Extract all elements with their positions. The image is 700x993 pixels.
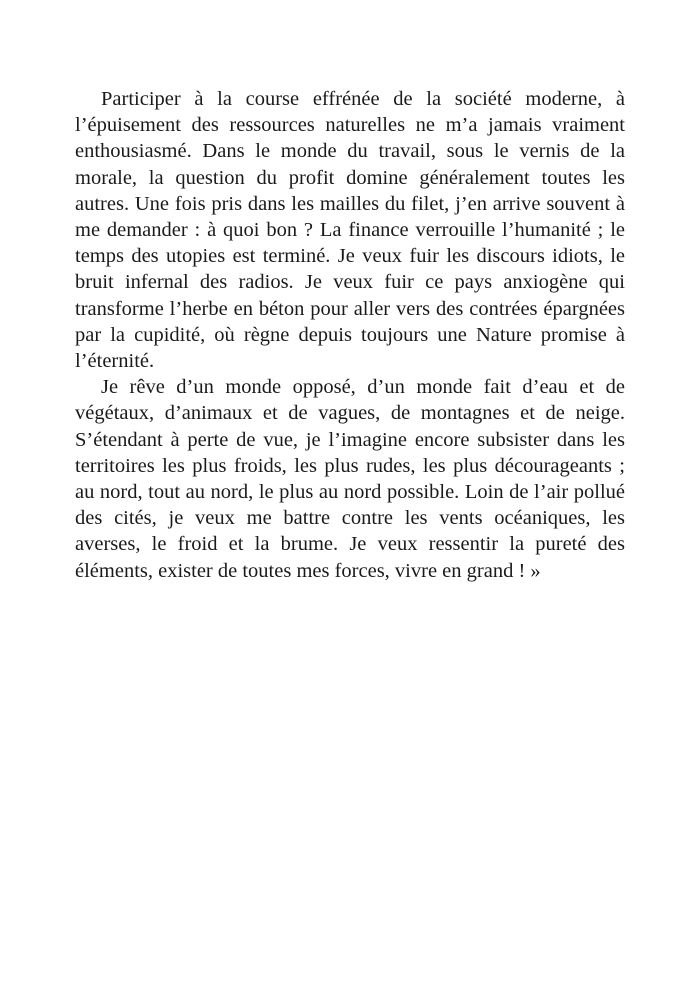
body-text: [75, 86, 625, 584]
paragraph-2: Je rêve d’un monde opposé, d’un monde fait d’eau et de végétaux, d’animaux et de vagues, de montagnes et de neige. S’étendant à perte de vue, je l’imagine encore subsister dans les territoires les plus froids, les plus rudes, les plus décourageants ; au nord, tout au nord, le plus au nord possible. Loin de l’air pollué des cités, je veux me battre contre les vents océaniques, les averses, le froid et la brume. Je veux ressentir la pureté des éléments, exister de toutes mes forces, vivre en grand ! »: [75, 376, 625, 582]
paragraph-1: Participer à la course effrénée de la société moderne, à l’épuisement des ressources naturelles ne m’a jamais vraiment enthousiasmé. Dans le monde du travail, sous le vernis de la morale, la question du profit domine généralement toutes les autres. Une fois pris dans les mailles du filet, j’en arrive souvent à me demander : à quoi bon ? La finance verrouille l’humanité ; le temps des utopies est terminé. Je veux fuir les discours idiots, le bruit infernal des radios. Je veux fuir ce pays anxiogène qui transforme l’herbe en béton pour aller vers des contrées épargnées par la cupidité, où règne depuis toujours une Nature promise à l’éternité.: [75, 88, 625, 373]
